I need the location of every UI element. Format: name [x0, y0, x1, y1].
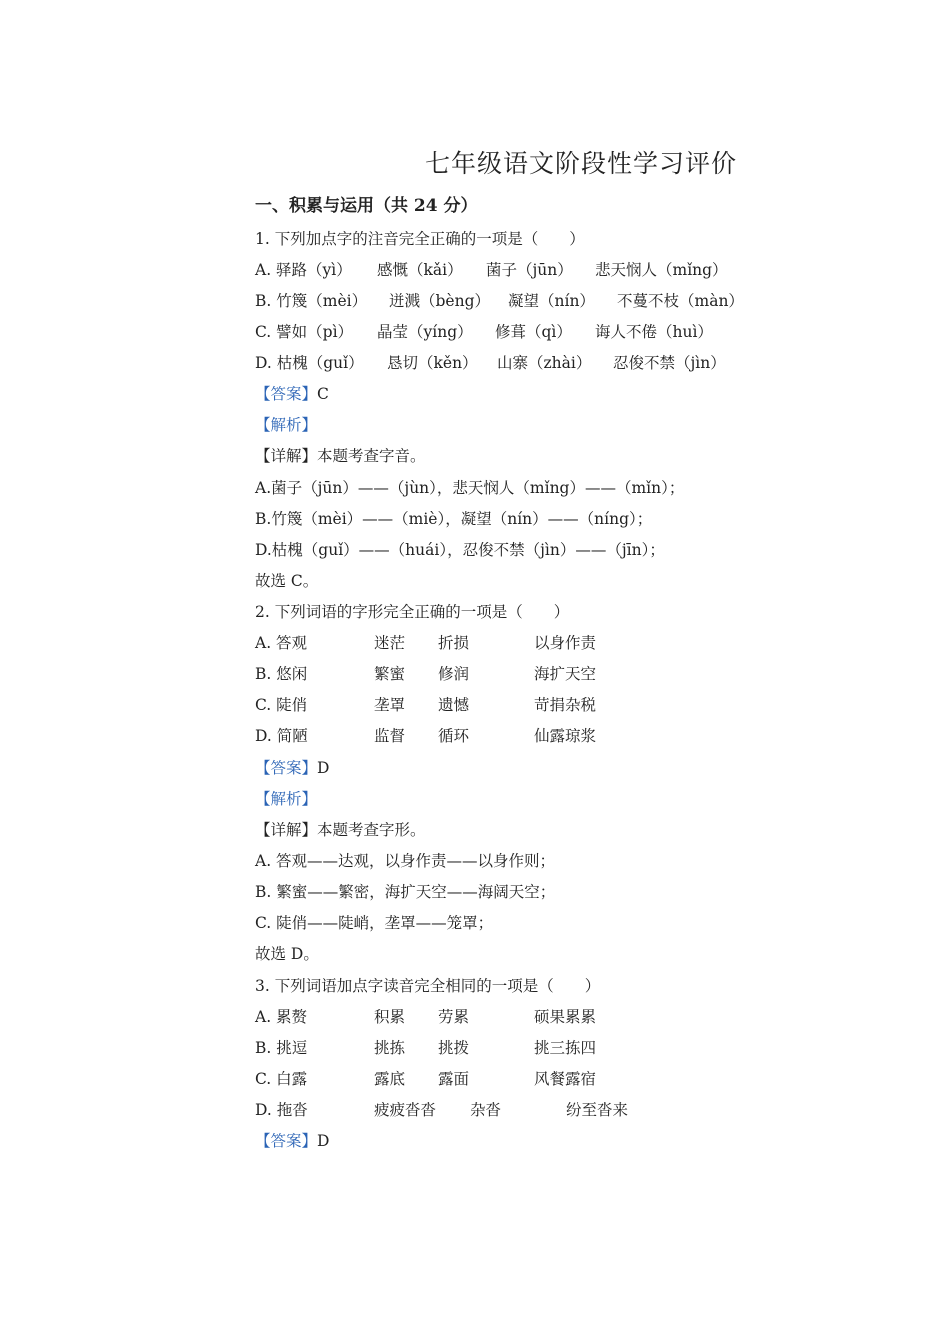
q1-analysis — [255, 414, 317, 436]
q1-option-a-4: 悲天悯人（mǐng） — [595, 261, 728, 279]
q1-option-d-1: D. 枯槐（guǐ） — [255, 354, 364, 372]
q2-option-a-2: 迷茫 — [374, 634, 406, 652]
q2-option-a-3: 折损 — [438, 634, 470, 652]
q3-option-b-4: 挑三拣四 — [534, 1039, 597, 1057]
q3-option-c-3: 露面 — [438, 1070, 470, 1088]
q2-option-b-4: 海扩天空 — [534, 665, 597, 683]
q2-option-d-3: 循环 — [438, 727, 470, 745]
q3-option-b-2: 挑拣 — [374, 1039, 406, 1057]
q2-option-a-1: A. 答观 — [255, 634, 308, 652]
q1-option-c-4: 诲人不倦（huì） — [595, 323, 713, 341]
q1-option-a-1: A. 驿路（yì） — [255, 261, 352, 279]
q1-option-c-2: 晶莹（yíng） — [377, 323, 473, 341]
q1-explain-d: D.枯槐（guǐ）——（huái），忍俊不禁（jìn）——（jīn）； — [255, 541, 665, 559]
q2-option-d-2: 监督 — [374, 727, 406, 745]
q2-option-d-1: D. 简陋 — [255, 727, 308, 745]
q3-option-a-1: A. 累赘 — [255, 1008, 308, 1026]
q3-answer-value: D — [317, 1132, 330, 1150]
q2-detail — [255, 819, 426, 841]
q2-answer — [255, 757, 329, 779]
q3-option-c-4: 风餐露宿 — [534, 1070, 597, 1088]
q1-option-c-3: 修葺（qì） — [495, 323, 572, 341]
q2-option-c-3: 遗憾 — [438, 696, 470, 714]
q2-option-d-4: 仙露琼浆 — [534, 727, 597, 745]
q3-option-c-2: 露底 — [374, 1070, 406, 1088]
section-heading: 一、积累与运用（共 24 分） — [255, 196, 478, 216]
answer-tag: 【答案】 — [255, 759, 318, 777]
q1-option-b-3: 凝望（nín） — [508, 292, 595, 310]
q2-option-b-2: 繁蜜 — [374, 665, 406, 683]
q1-option-c-1: C. 譬如（pì） — [255, 323, 354, 341]
q3-option-a-2: 积累 — [374, 1008, 406, 1026]
question-2-stem: 2. 下列词语的字形完全正确的一项是（ ） — [255, 603, 570, 621]
q2-option-b-3: 修润 — [438, 665, 470, 683]
q1-option-d-2: 恳切（kěn） — [387, 354, 478, 372]
detail-tag: 【详解】 — [255, 447, 318, 465]
q1-answer — [255, 383, 329, 405]
q1-option-b-4: 不蔓不枝（màn） — [617, 292, 744, 310]
q2-option-b-1: B. 悠闲 — [255, 665, 308, 683]
q1-explain-a: A.菌子（jūn）——（jùn），悲天悯人（mǐng）——（mǐn）； — [255, 479, 685, 497]
q1-option-b-1: B. 竹篾（mèi） — [255, 292, 368, 310]
q3-option-b-1: B. 挑逗 — [255, 1039, 308, 1057]
q1-detail — [255, 445, 426, 467]
q2-explain-b: B. 繁蜜——繁密，海扩天空——海阔天空； — [255, 883, 556, 901]
q2-option-a-4: 以身作责 — [534, 634, 597, 652]
q1-conclusion: 故选 C。 — [255, 572, 319, 590]
q3-option-a-4: 硕果累累 — [534, 1008, 597, 1026]
q1-answer-value: C — [317, 385, 329, 403]
q2-analysis — [255, 788, 317, 810]
answer-tag: 【答案】 — [255, 1132, 318, 1150]
analysis-tag: 【解析】 — [255, 790, 318, 808]
q3-option-a-3: 劳累 — [438, 1008, 470, 1026]
q3-option-d-4: 纷至沓来 — [566, 1101, 629, 1119]
q3-option-b-3: 挑拨 — [438, 1039, 470, 1057]
q1-option-a-2: 感慨（kǎi） — [377, 261, 463, 279]
analysis-tag: 【解析】 — [255, 416, 318, 434]
q1-explain-b: B.竹篾（mèi）——（miè），凝望（nín）——（níng）； — [255, 510, 653, 528]
question-3-stem: 3. 下列词语加点字读音完全相同的一项是（ ） — [255, 977, 601, 995]
q2-conclusion: 故选 D。 — [255, 945, 319, 963]
q2-option-c-2: 垄罩 — [374, 696, 406, 714]
detail-tag: 【详解】 — [255, 821, 318, 839]
q2-explain-a: A. 答观——达观，以身作责——以身作则； — [255, 852, 556, 870]
q1-detail-text: 本题考查字音。 — [317, 447, 426, 465]
q1-option-d-3: 山寨（zhài） — [497, 354, 592, 372]
q1-option-d-4: 忍俊不禁（jìn） — [613, 354, 726, 372]
q1-option-b-2: 迸溅（bèng） — [389, 292, 491, 310]
question-1-stem: 1. 下列加点字的注音完全正确的一项是（ ） — [255, 230, 585, 248]
q2-option-c-4: 苛捐杂税 — [534, 696, 597, 714]
q1-option-a-3: 菌子（jūn） — [486, 261, 573, 279]
q2-option-c-1: C. 陡俏 — [255, 696, 308, 714]
q3-option-c-1: C. 白露 — [255, 1070, 308, 1088]
q2-explain-c: C. 陡俏——陡峭，垄罩——笼罩； — [255, 914, 494, 932]
q3-option-d-1: D. 拖沓 — [255, 1101, 308, 1119]
q3-option-d-2: 疲疲沓沓 — [374, 1101, 437, 1119]
q2-detail-text: 本题考查字形。 — [317, 821, 426, 839]
q3-answer — [255, 1130, 329, 1152]
q2-answer-value: D — [317, 759, 330, 777]
document-title: 七年级语文阶段性学习评价 — [425, 149, 738, 178]
answer-tag: 【答案】 — [255, 385, 318, 403]
q3-option-d-3: 杂沓 — [470, 1101, 502, 1119]
